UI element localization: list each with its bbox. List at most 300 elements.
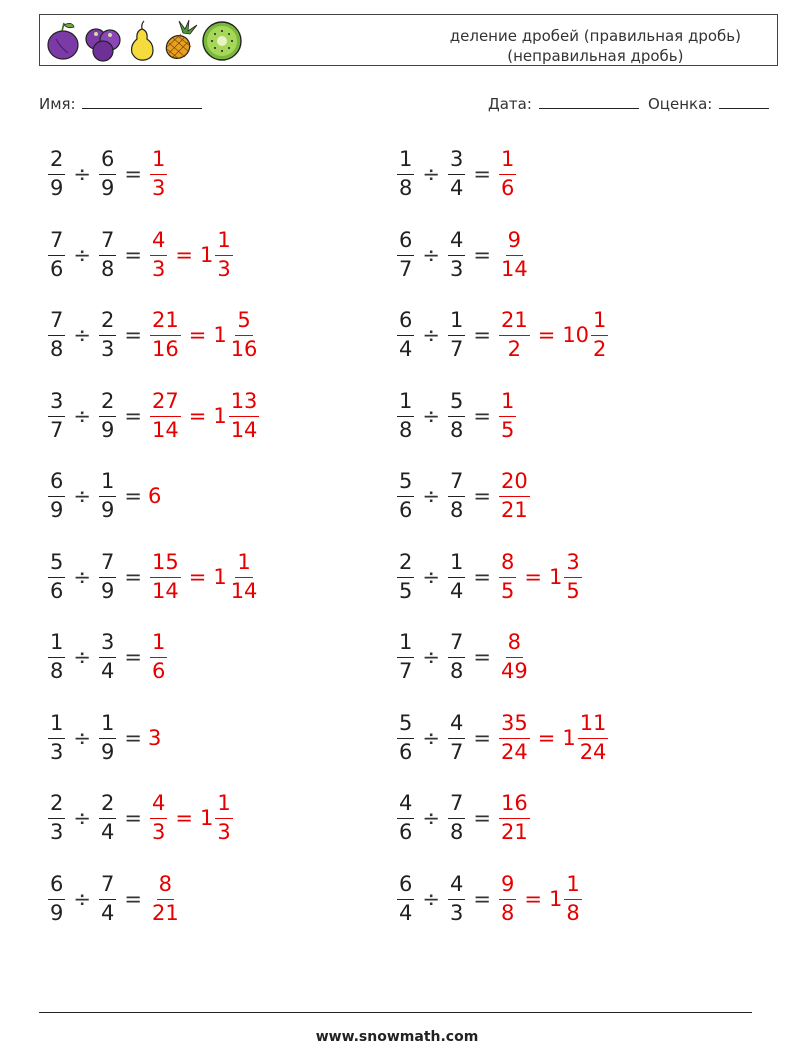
dividend-fraction-numerator: 6 <box>48 871 65 900</box>
dividend-fraction-numerator: 5 <box>397 710 414 739</box>
divide-sign: ÷ <box>73 484 91 508</box>
answer-fraction-denominator: 21 <box>500 820 528 844</box>
title-line-2: (неправильная дробь) <box>507 47 684 65</box>
divisor-fraction-numerator: 2 <box>99 307 116 336</box>
divisor-fraction-numerator: 7 <box>99 227 116 256</box>
divisor-fraction-denominator: 8 <box>449 417 464 442</box>
dividend-fraction-numerator: 5 <box>48 549 65 578</box>
mixed-fraction-part-denominator: 24 <box>579 739 607 764</box>
problem-16 <box>393 706 612 770</box>
answer-fraction-denominator: 8 <box>500 900 515 925</box>
answer <box>495 146 520 202</box>
answer-fraction-numerator: 1 <box>150 629 167 658</box>
problem-7 <box>44 384 263 448</box>
pear-icon <box>122 19 161 63</box>
dividend-fraction <box>48 549 65 605</box>
answer-fraction-numerator: 9 <box>499 871 516 900</box>
mixed-whole-part: 1 <box>199 242 214 267</box>
problem-1 <box>44 142 171 206</box>
dividend-fraction <box>397 871 414 927</box>
answer-fraction-numerator: 21 <box>499 307 530 336</box>
dividend-fraction-numerator: 1 <box>48 629 65 658</box>
dividend-fraction-denominator: 6 <box>399 498 413 522</box>
answer-fraction-numerator: 21 <box>150 307 181 336</box>
dividend-fraction <box>397 629 414 685</box>
dividend-fraction-denominator: 3 <box>50 820 64 844</box>
mixed-fraction-part-numerator: 13 <box>229 388 260 417</box>
plums-icon <box>83 19 122 63</box>
answer-fraction <box>150 227 167 283</box>
divisor-fraction-numerator: 7 <box>448 629 465 658</box>
mixed-fraction-part <box>215 790 232 846</box>
problem-17 <box>44 786 237 850</box>
problem-2 <box>393 142 520 206</box>
equals-sign: = <box>124 645 142 669</box>
mixed-fraction-part <box>591 307 608 363</box>
equals-sign: = <box>124 162 142 186</box>
dividend-fraction <box>397 710 414 766</box>
dividend-fraction-numerator: 2 <box>48 790 65 819</box>
dividend-fraction-numerator: 7 <box>48 307 65 336</box>
dividend-fraction-numerator: 1 <box>397 146 414 175</box>
answer-equals-sign: = <box>175 806 193 830</box>
equals-sign: = <box>124 403 142 428</box>
divisor-fraction <box>448 307 465 363</box>
equals-sign: = <box>124 242 142 267</box>
problem-15 <box>44 706 161 770</box>
divisor-fraction-numerator: 6 <box>99 146 116 175</box>
dividend-fraction-denominator: 4 <box>399 337 413 361</box>
mixed-whole-part: 1 <box>562 725 576 750</box>
mixed-fraction-part-denominator: 5 <box>566 578 580 603</box>
answer-fraction <box>499 549 516 605</box>
divisor-fraction <box>448 468 465 524</box>
mixed-whole-part: 10 <box>562 323 590 347</box>
dividend-fraction-numerator: 4 <box>397 790 414 819</box>
divisor-fraction-numerator: 4 <box>448 871 465 900</box>
divisor-fraction-numerator: 5 <box>448 388 465 417</box>
footer-url: www.snowmath.com <box>315 1029 479 1045</box>
mixed-fraction-part <box>229 388 260 444</box>
mixed-fraction-part-denominator: 3 <box>217 820 231 844</box>
problem-9 <box>44 464 161 528</box>
problem-14 <box>393 625 534 689</box>
answer <box>146 549 263 605</box>
dividend-fraction-numerator: 7 <box>48 227 65 256</box>
answer-fraction-numerator: 1 <box>150 146 167 175</box>
divide-sign: ÷ <box>73 323 91 347</box>
mixed-fraction-part-numerator: 11 <box>578 710 609 739</box>
divide-sign: ÷ <box>73 403 91 428</box>
dividend-fraction <box>397 790 414 846</box>
problem-13 <box>44 625 171 689</box>
divisor-fraction-denominator: 9 <box>100 498 115 522</box>
dividend-fraction-denominator: 6 <box>399 739 413 764</box>
mixed-fraction-part-numerator: 3 <box>564 549 581 578</box>
divisor-fraction <box>448 710 465 766</box>
mixed-whole-part: 1 <box>199 806 214 830</box>
divisor-fraction-denominator: 8 <box>449 498 464 522</box>
mixed-fraction-part-denominator: 14 <box>230 578 258 603</box>
equals-sign: = <box>124 806 142 830</box>
dividend-fraction-denominator: 9 <box>50 176 64 200</box>
dividend-fraction-denominator: 7 <box>50 417 64 442</box>
divide-sign: ÷ <box>73 645 91 669</box>
answer <box>146 227 237 283</box>
divisor-fraction <box>99 871 116 927</box>
dividend-fraction <box>48 468 65 524</box>
divisor-fraction-denominator: 7 <box>449 337 464 361</box>
divisor-fraction-numerator: 1 <box>448 307 465 336</box>
name-field <box>39 94 202 113</box>
answer <box>495 388 520 444</box>
divide-sign: ÷ <box>422 242 440 267</box>
mixed-whole-part: 1 <box>548 564 563 589</box>
mixed-whole-part: 1 <box>213 323 227 347</box>
divisor-fraction-denominator: 9 <box>100 417 115 442</box>
dividend-fraction <box>397 307 414 363</box>
divisor-fraction <box>99 468 116 524</box>
divisor-fraction-numerator: 2 <box>99 388 116 417</box>
answer <box>146 726 161 750</box>
mixed-fraction-part <box>578 710 609 766</box>
divide-sign: ÷ <box>73 725 91 750</box>
answer-fraction-denominator: 5 <box>500 578 515 603</box>
divisor-fraction-numerator: 1 <box>448 549 465 578</box>
answer-fraction <box>499 710 530 766</box>
dividend-fraction-denominator: 7 <box>399 659 413 683</box>
title-line-1: деление дробей (правильная дробь) <box>449 27 741 45</box>
equals-sign: = <box>473 162 491 186</box>
mixed-fraction-part <box>564 549 581 605</box>
answer-fraction <box>150 549 181 605</box>
mixed-whole-part: 1 <box>213 403 227 428</box>
answer-fraction <box>499 388 516 444</box>
answer-fraction-denominator: 3 <box>151 820 166 844</box>
problem-10 <box>393 464 534 528</box>
dividend-fraction-denominator: 4 <box>399 900 413 925</box>
answer-fraction-numerator: 9 <box>506 227 523 256</box>
dividend-fraction-numerator: 3 <box>48 388 65 417</box>
divide-sign: ÷ <box>422 725 440 750</box>
mixed-fraction-part-numerator: 1 <box>591 307 608 336</box>
divide-sign: ÷ <box>73 806 91 830</box>
pineapple-icon <box>161 19 200 63</box>
equals-sign: = <box>473 886 491 911</box>
dividend-fraction <box>48 388 65 444</box>
dividend-fraction-numerator: 2 <box>397 549 414 578</box>
mixed-fraction-part-denominator: 16 <box>230 337 258 361</box>
dividend-fraction-numerator: 6 <box>397 227 414 256</box>
dividend-fraction <box>397 549 414 605</box>
answer-fraction-denominator: 14 <box>151 578 179 603</box>
divisor-fraction-numerator: 4 <box>448 227 465 256</box>
answer <box>146 388 263 444</box>
mixed-whole-part: 1 <box>213 564 227 589</box>
divisor-fraction <box>448 790 465 846</box>
problem-4 <box>393 223 534 287</box>
mixed-fraction-part-numerator: 1 <box>215 790 232 819</box>
date-label: Дата: <box>488 95 532 113</box>
equals-sign: = <box>473 645 491 669</box>
divide-sign: ÷ <box>422 484 440 508</box>
answer-fraction-denominator: 16 <box>151 337 179 361</box>
dividend-fraction-denominator: 6 <box>50 256 64 281</box>
divisor-fraction <box>99 629 116 685</box>
answer-fraction <box>499 227 530 283</box>
answer-fraction-numerator: 1 <box>499 146 516 175</box>
equals-sign: = <box>124 484 142 508</box>
divide-sign: ÷ <box>422 323 440 347</box>
dividend-fraction <box>48 146 65 202</box>
dividend-fraction-denominator: 8 <box>399 176 413 200</box>
answer-fraction-denominator: 2 <box>507 337 522 361</box>
mixed-whole-part: 1 <box>548 886 563 911</box>
dividend-fraction-numerator: 1 <box>397 629 414 658</box>
divisor-fraction-denominator: 9 <box>100 176 115 200</box>
footer-divider <box>39 1012 752 1013</box>
dividend-fraction-denominator: 5 <box>399 578 413 603</box>
divisor-fraction-denominator: 7 <box>449 739 464 764</box>
divisor-fraction <box>99 146 116 202</box>
answer-fraction-numerator: 35 <box>499 710 530 739</box>
date-field <box>488 94 639 113</box>
answer <box>146 146 171 202</box>
dividend-fraction <box>48 307 65 363</box>
answer-fraction <box>150 388 181 444</box>
answer-equals-sign: = <box>188 403 207 428</box>
equals-sign: = <box>124 564 142 589</box>
answer-fraction-denominator: 49 <box>500 659 528 683</box>
divisor-fraction <box>99 307 116 363</box>
answer-fraction-denominator: 5 <box>500 417 515 442</box>
dividend-fraction-numerator: 6 <box>397 307 414 336</box>
divisor-fraction-denominator: 4 <box>100 659 115 683</box>
mixed-fraction-part-numerator: 1 <box>564 871 581 900</box>
divide-sign: ÷ <box>422 645 440 669</box>
answer-fraction-numerator: 16 <box>499 790 530 819</box>
dividend-fraction <box>48 871 65 927</box>
divisor-fraction-denominator: 4 <box>449 578 464 603</box>
dividend-fraction <box>48 710 65 766</box>
grade-blank[interactable] <box>719 94 769 109</box>
answer <box>146 484 161 508</box>
answer-fraction-numerator: 15 <box>150 549 181 578</box>
divisor-fraction-denominator: 4 <box>449 176 464 200</box>
answer-fraction <box>150 629 167 685</box>
divisor-fraction-numerator: 2 <box>99 790 116 819</box>
problem-8 <box>393 384 520 448</box>
header-box <box>39 14 778 66</box>
divide-sign: ÷ <box>422 162 440 186</box>
problem-18 <box>393 786 534 850</box>
divisor-fraction-denominator: 8 <box>449 820 464 844</box>
answer-fraction-numerator: 1 <box>499 388 516 417</box>
answer-fraction-denominator: 21 <box>500 498 528 522</box>
answer-fraction-numerator: 27 <box>150 388 181 417</box>
equals-sign: = <box>473 484 491 508</box>
divisor-fraction <box>448 549 465 605</box>
kiwi-icon <box>200 19 244 63</box>
answer-equals-sign: = <box>524 564 542 589</box>
answer <box>495 468 534 524</box>
answer-fraction <box>499 871 516 927</box>
problem-12 <box>393 545 586 609</box>
mixed-fraction-part-denominator: 8 <box>566 900 580 925</box>
equals-sign: = <box>124 725 142 750</box>
answer-equals-sign: = <box>188 323 207 347</box>
problem-20 <box>393 867 586 931</box>
answer-fraction <box>499 146 516 202</box>
dividend-fraction <box>397 146 414 202</box>
divisor-fraction-denominator: 3 <box>449 900 464 925</box>
divisor-fraction-numerator: 4 <box>448 710 465 739</box>
dividend-fraction-denominator: 9 <box>50 900 64 925</box>
divisor-fraction <box>448 871 465 927</box>
name-blank[interactable] <box>82 94 202 109</box>
divisor-fraction-denominator: 8 <box>100 256 115 281</box>
divisor-fraction-numerator: 1 <box>99 468 116 497</box>
answer-equals-sign: = <box>537 323 556 347</box>
answer-equals-sign: = <box>537 725 556 750</box>
divide-sign: ÷ <box>422 886 440 911</box>
answer <box>146 790 237 846</box>
answer-fraction-denominator: 6 <box>151 659 166 683</box>
dividend-fraction-denominator: 6 <box>399 820 413 844</box>
mixed-fraction-part-numerator: 1 <box>235 549 252 578</box>
divisor-fraction-numerator: 7 <box>99 871 116 900</box>
equals-sign: = <box>473 403 491 428</box>
answer-equals-sign: = <box>188 564 207 589</box>
divisor-fraction <box>448 629 465 685</box>
answer <box>146 871 185 927</box>
mixed-fraction-part-numerator: 1 <box>215 227 232 256</box>
answer-fraction-numerator: 4 <box>150 790 167 819</box>
answer-integer: 3 <box>147 725 162 750</box>
answer-fraction-denominator: 3 <box>151 256 166 281</box>
divisor-fraction-denominator: 3 <box>100 337 115 361</box>
problem-6 <box>393 303 612 367</box>
divisor-fraction <box>448 227 465 283</box>
equals-sign: = <box>473 242 491 267</box>
date-blank[interactable] <box>539 94 639 109</box>
divisor-fraction-denominator: 4 <box>100 820 115 844</box>
dividend-fraction <box>397 468 414 524</box>
equals-sign: = <box>124 886 142 911</box>
equals-sign: = <box>124 323 142 347</box>
divisor-fraction <box>99 388 116 444</box>
answer-fraction-denominator: 6 <box>500 176 515 200</box>
answer-fraction <box>150 871 181 927</box>
problem-11 <box>44 545 263 609</box>
dividend-fraction-numerator: 6 <box>397 871 414 900</box>
answer-fraction <box>150 790 167 846</box>
divisor-fraction-denominator: 4 <box>100 900 115 925</box>
divide-sign: ÷ <box>422 403 440 428</box>
answer <box>146 629 171 685</box>
problem-19 <box>44 867 185 931</box>
grade-label: Оценка: <box>648 95 713 113</box>
answer <box>495 871 586 927</box>
answer <box>495 307 612 363</box>
answer-fraction-denominator: 3 <box>151 176 166 200</box>
answer-fraction-denominator: 21 <box>151 900 179 925</box>
dividend-fraction-denominator: 9 <box>50 498 64 522</box>
mixed-fraction-part <box>229 549 260 605</box>
dividend-fraction-denominator: 3 <box>50 739 64 764</box>
answer-fraction <box>150 146 167 202</box>
mixed-fraction-part <box>229 307 260 363</box>
plum-icon <box>44 19 83 63</box>
answer <box>495 790 534 846</box>
divisor-fraction <box>448 388 465 444</box>
answer-fraction <box>499 629 530 685</box>
dividend-fraction-numerator: 2 <box>48 146 65 175</box>
equals-sign: = <box>473 323 491 347</box>
divisor-fraction-numerator: 7 <box>99 549 116 578</box>
mixed-fraction-part-denominator: 14 <box>230 417 258 442</box>
dividend-fraction <box>48 227 65 283</box>
equals-sign: = <box>473 806 491 830</box>
dividend-fraction <box>48 629 65 685</box>
dividend-fraction-numerator: 6 <box>48 468 65 497</box>
divisor-fraction <box>448 146 465 202</box>
mixed-fraction-part <box>215 227 232 283</box>
answer-fraction-denominator: 14 <box>500 256 528 281</box>
answer-fraction-numerator: 8 <box>157 871 174 900</box>
grade-field <box>648 94 769 113</box>
problem-3 <box>44 223 237 287</box>
answer-integer: 6 <box>147 484 162 508</box>
divide-sign: ÷ <box>73 886 91 911</box>
dividend-fraction-numerator: 1 <box>397 388 414 417</box>
divisor-fraction <box>99 790 116 846</box>
divisor-fraction <box>99 710 116 766</box>
answer-fraction-numerator: 4 <box>150 227 167 256</box>
answer-fraction <box>499 307 530 363</box>
name-label: Имя: <box>39 95 76 113</box>
answer-fraction-denominator: 24 <box>500 739 528 764</box>
divide-sign: ÷ <box>422 564 440 589</box>
divisor-fraction-denominator: 9 <box>100 739 115 764</box>
answer <box>495 710 612 766</box>
divide-sign: ÷ <box>73 564 91 589</box>
answer-equals-sign: = <box>524 886 542 911</box>
answer-fraction <box>150 307 181 363</box>
equals-sign: = <box>473 564 491 589</box>
mixed-fraction-part-denominator: 2 <box>593 337 607 361</box>
divisor-fraction <box>99 549 116 605</box>
dividend-fraction <box>397 227 414 283</box>
problem-5 <box>44 303 263 367</box>
dividend-fraction-denominator: 8 <box>50 337 64 361</box>
answer <box>146 307 263 363</box>
mixed-fraction-part-denominator: 3 <box>217 256 231 281</box>
dividend-fraction <box>397 388 414 444</box>
divisor-fraction-denominator: 8 <box>449 659 464 683</box>
answer-fraction-numerator: 8 <box>499 549 516 578</box>
divisor-fraction-numerator: 3 <box>448 146 465 175</box>
divisor-fraction-denominator: 9 <box>100 578 115 603</box>
mixed-fraction-part <box>564 871 581 927</box>
divide-sign: ÷ <box>422 806 440 830</box>
dividend-fraction-numerator: 1 <box>48 710 65 739</box>
dividend-fraction-denominator: 7 <box>399 256 413 281</box>
divisor-fraction <box>99 227 116 283</box>
dividend-fraction-denominator: 6 <box>50 578 64 603</box>
answer-fraction <box>499 468 530 524</box>
dividend-fraction <box>48 790 65 846</box>
